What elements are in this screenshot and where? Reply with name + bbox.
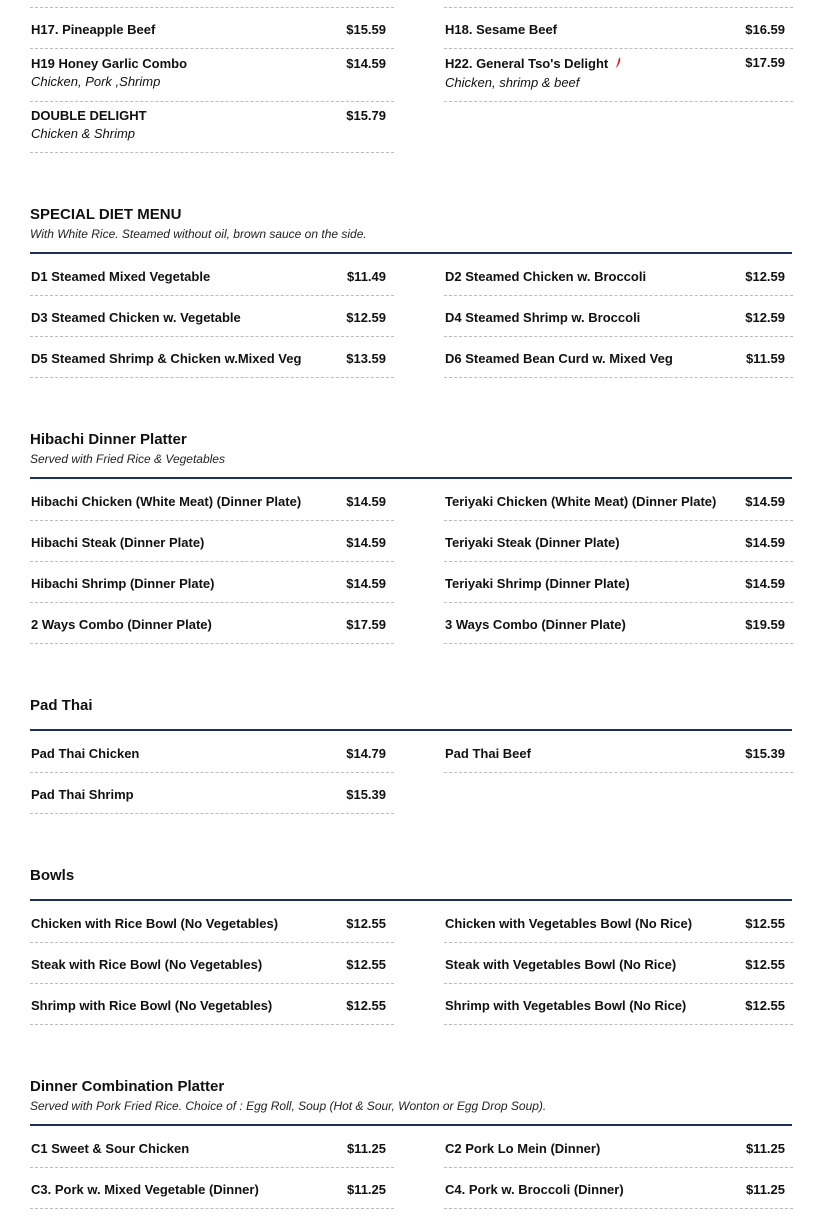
menu-item[interactable]	[444, 255, 793, 296]
item-name: Shrimp with Vegetables Bowl (No Rice)	[445, 998, 687, 1013]
item-price: $15.39	[346, 787, 386, 802]
menu-item[interactable]	[444, 562, 793, 603]
item-price: $12.55	[745, 916, 785, 931]
item-name: D5 Steamed Shrimp & Chicken w.Mixed Veg	[31, 351, 302, 366]
item-price: $14.59	[745, 535, 785, 550]
menu-item[interactable]	[444, 902, 793, 943]
section-title-bowls: Bowls	[30, 867, 75, 884]
item-description: Chicken, shrimp & beef	[445, 75, 580, 90]
menu-item[interactable]	[30, 1168, 394, 1209]
item-name: H18. Sesame Beef	[445, 22, 558, 37]
item-price: $17.59	[745, 55, 785, 70]
item-name: Hibachi Shrimp (Dinner Plate)	[31, 576, 215, 591]
menu-item[interactable]	[30, 296, 394, 337]
item-name: D6 Steamed Bean Curd w. Mixed Veg	[445, 351, 673, 366]
item-price: $17.59	[346, 617, 386, 632]
item-name: C2 Pork Lo Mein (Dinner)	[445, 1141, 601, 1156]
menu-item[interactable]	[444, 296, 793, 337]
item-price: $12.55	[346, 998, 386, 1013]
item-price: $13.59	[346, 351, 386, 366]
item-price: $12.55	[346, 916, 386, 931]
menu-item[interactable]	[444, 732, 793, 773]
item-name: Hibachi Steak (Dinner Plate)	[31, 535, 205, 550]
menu-item[interactable]	[30, 902, 394, 943]
menu-item[interactable]	[444, 1127, 793, 1168]
item-price: $14.59	[346, 576, 386, 591]
item-name: Hibachi Chicken (White Meat) (Dinner Plate)	[31, 494, 302, 509]
menu-item[interactable]	[30, 102, 394, 153]
section-divider	[30, 1124, 792, 1126]
item-name: H17. Pineapple Beef	[31, 22, 156, 37]
menu-item[interactable]	[30, 521, 394, 562]
menu-item[interactable]	[444, 984, 793, 1025]
item-price: $14.59	[745, 576, 785, 591]
item-name: D3 Steamed Chicken w. Vegetable	[31, 310, 241, 325]
menu-item[interactable]	[444, 49, 793, 102]
menu-item[interactable]	[30, 732, 394, 773]
menu-item[interactable]	[30, 562, 394, 603]
item-name: 3 Ways Combo (Dinner Plate)	[445, 617, 626, 632]
item-name: Steak with Rice Bowl (No Vegetables)	[31, 957, 263, 972]
item-price: $12.59	[745, 310, 785, 325]
item-name: C4. Pork w. Broccoli (Dinner)	[445, 1182, 624, 1197]
menu-item[interactable]	[444, 1168, 793, 1209]
item-name: C1 Sweet & Sour Chicken	[31, 1141, 190, 1156]
item-name: DOUBLE DELIGHT	[31, 108, 147, 123]
item-description: Chicken, Pork ,Shrimp	[31, 74, 161, 89]
item-price: $12.55	[745, 957, 785, 972]
item-price: $14.59	[346, 494, 386, 509]
item-price: $11.49	[346, 269, 386, 284]
section-title-special-diet: SPECIAL DIET MENU	[30, 206, 182, 223]
item-name: Shrimp with Rice Bowl (No Vegetables)	[31, 998, 273, 1013]
item-name: D1 Steamed Mixed Vegetable	[31, 269, 211, 284]
section-divider	[30, 729, 792, 731]
item-name: Steak with Vegetables Bowl (No Rice)	[445, 957, 677, 972]
menu-item[interactable]	[30, 49, 394, 102]
item-price: $14.79	[346, 746, 386, 761]
item-price: $11.25	[745, 1141, 785, 1156]
item-price: $19.59	[745, 617, 785, 632]
item-price: $15.59	[346, 22, 386, 37]
item-name: Chicken with Rice Bowl (No Vegetables)	[31, 916, 279, 931]
section-title-pad-thai: Pad Thai	[30, 697, 93, 714]
menu-item[interactable]	[444, 521, 793, 562]
section-divider	[30, 899, 792, 901]
menu-item[interactable]	[444, 337, 793, 378]
item-name: C3. Pork w. Mixed Vegetable (Dinner)	[31, 1182, 259, 1197]
menu-item[interactable]	[444, 8, 793, 49]
menu-item[interactable]	[30, 8, 394, 49]
item-price: $11.25	[346, 1182, 386, 1197]
item-name: H19 Honey Garlic Combo	[31, 56, 188, 71]
item-name: Teriyaki Chicken (White Meat) (Dinner Plate)	[445, 494, 717, 509]
item-price: $14.59	[346, 535, 386, 550]
item-price: $12.59	[346, 310, 386, 325]
menu-item-h-top-right	[444, 0, 793, 8]
item-price: $15.39	[745, 746, 785, 761]
menu-item[interactable]	[30, 1127, 394, 1168]
item-price: $11.59	[745, 351, 785, 366]
menu-item[interactable]	[444, 480, 793, 521]
item-price: $11.25	[346, 1141, 386, 1156]
section-title-hibachi: Hibachi Dinner Platter	[30, 431, 187, 448]
item-name: D2 Steamed Chicken w. Broccoli	[445, 269, 647, 284]
chili-pepper-icon	[614, 57, 622, 69]
item-name: Pad Thai Shrimp	[31, 787, 134, 802]
section-divider	[30, 477, 792, 479]
menu-item[interactable]	[30, 943, 394, 984]
section-title-dinner-combo: Dinner Combination Platter	[30, 1078, 225, 1095]
item-price: $15.79	[346, 108, 386, 123]
item-price: $11.25	[745, 1182, 785, 1197]
item-price: $12.55	[745, 998, 785, 1013]
item-name: D4 Steamed Shrimp w. Broccoli	[445, 310, 641, 325]
item-price: $12.59	[745, 269, 785, 284]
item-name: 2 Ways Combo (Dinner Plate)	[31, 617, 212, 632]
item-name: Chicken with Vegetables Bowl (No Rice)	[445, 916, 693, 931]
menu-item[interactable]	[444, 943, 793, 984]
item-name: Teriyaki Shrimp (Dinner Plate)	[445, 576, 630, 591]
item-name: Pad Thai Beef	[445, 746, 531, 761]
menu-item[interactable]	[30, 480, 394, 521]
menu-item[interactable]	[444, 603, 793, 644]
menu-item[interactable]	[30, 984, 394, 1025]
item-name: Teriyaki Steak (Dinner Plate)	[445, 535, 620, 550]
item-name: Pad Thai Chicken	[31, 746, 140, 761]
menu-item[interactable]	[30, 255, 394, 296]
item-price: $14.59	[346, 56, 386, 71]
item-price: $14.59	[745, 494, 785, 509]
menu-item[interactable]	[30, 603, 394, 644]
section-subtitle-dinner-combo: Served with Pork Fried Rice. Choice of : Egg Roll, Soup (Hot & Sour, Wonton or Egg Drop Soup).	[30, 1099, 547, 1113]
menu-item[interactable]	[30, 773, 394, 814]
menu-item[interactable]	[30, 337, 394, 378]
item-name: H22. General Tso's Delight	[445, 56, 609, 71]
item-price: $16.59	[745, 22, 785, 37]
menu-item-h-top-left	[30, 0, 394, 8]
section-subtitle-special-diet: With White Rice. Steamed without oil, brown sauce on the side.	[30, 227, 367, 241]
section-subtitle-hibachi: Served with Fried Rice & Vegetables	[30, 452, 225, 466]
section-divider	[30, 252, 792, 254]
item-price: $12.55	[346, 957, 386, 972]
item-description: Chicken & Shrimp	[31, 126, 136, 141]
